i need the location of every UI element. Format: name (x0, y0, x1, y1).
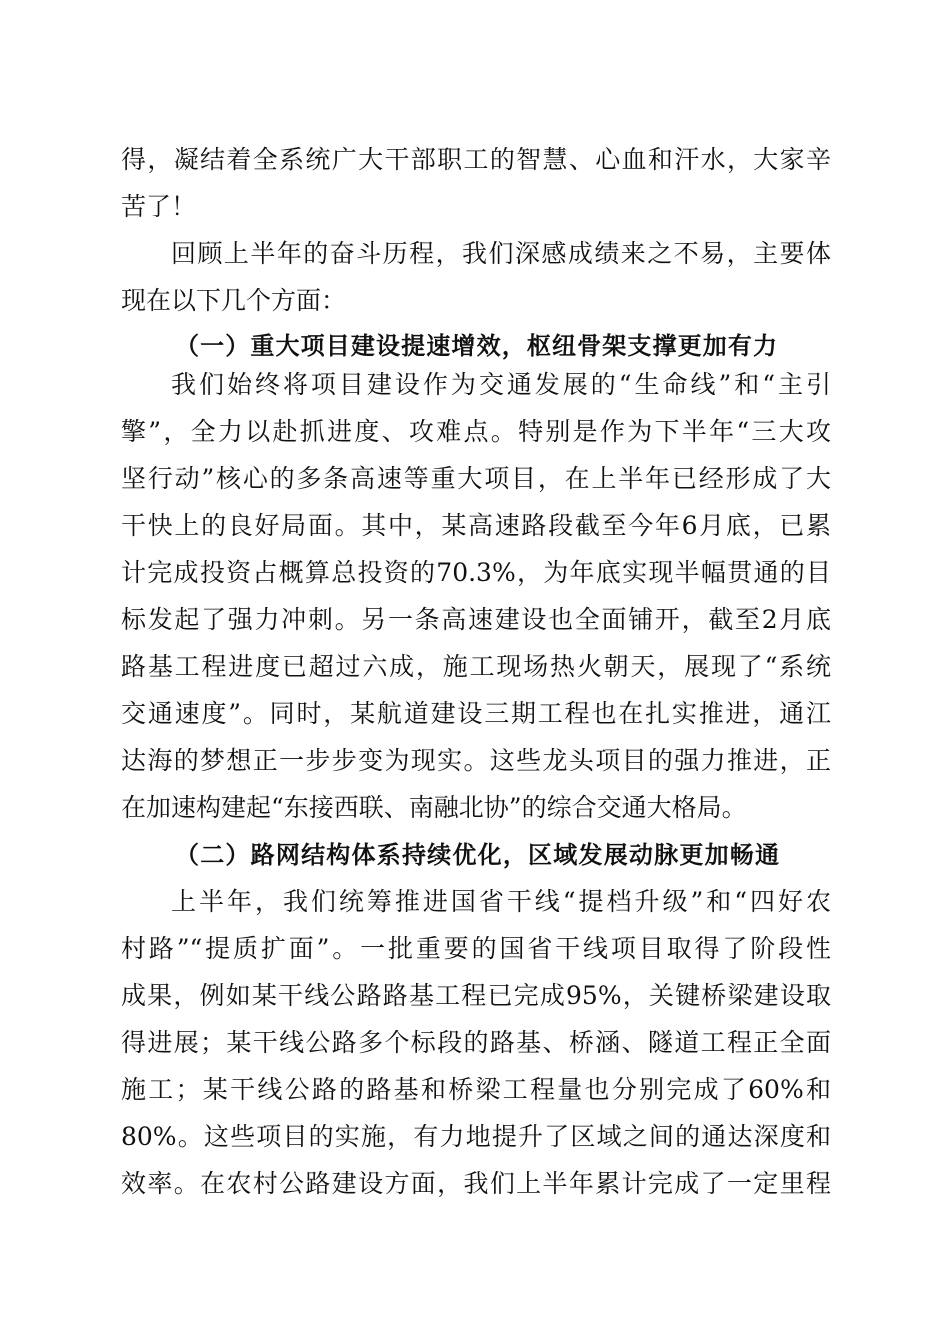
paragraph-first-line: 我们始终将项目建设作为交通发展的“生命线”和“主引 (171, 370, 831, 399)
body-text-line: 标发起了强力冲刺。另一条高速建设也全面铺开，截至2月底 (121, 605, 831, 634)
body-text-line: 达海的梦想正一步步变为现实。这些龙头项目的强力推进，正 (121, 746, 831, 775)
body-text-line: 路基工程进度已超过六成，施工现场热火朝天，展现了“系统 (121, 652, 831, 681)
body-text-line: 交通速度”。同时，某航道建设三期工程也在扎实推进，通江 (121, 699, 831, 728)
paragraph-first-line: 回顾上半年的奋斗历程，我们深感成绩来之不易，主要体 (171, 239, 831, 268)
body-text-line: 80%。这些项目的实施，有力地提升了区域之间的通达深度和 (121, 1122, 831, 1151)
body-text-line: 擎”，全力以赴抓进度、攻难点。特别是作为下半年“三大攻 (121, 417, 831, 446)
body-text-line: 施工；某干线公路的路基和桥梁工程量也分别完成了60%和 (121, 1075, 831, 1104)
body-text-line: 干快上的良好局面。其中，某高速路段截至今年6月底，已累 (121, 511, 831, 540)
body-text-line: 在加速构建起“东接西联、南融北协”的综合交通大格局。 (121, 793, 747, 822)
section-heading-1: （一）重大项目建设提速增效，枢纽骨架支撑更加有力 (175, 332, 777, 360)
body-text-line: 成果，例如某干线公路路基工程已完成95%，关键桥梁建设取 (121, 981, 831, 1010)
body-text-line: 现在以下几个方面： (121, 286, 347, 315)
body-text-line: 苦了！ (121, 192, 197, 221)
body-text-line: 得，凝结着全系统广大干部职工的智慧、心血和汗水，大家辛 (121, 145, 831, 174)
section-heading-2: （二）路网结构体系持续优化，区域发展动脉更加畅通 (175, 841, 779, 869)
body-text-line: 计完成投资占概算总投资的70.3%，为年底实现半幅贯通的目 (121, 558, 831, 587)
paragraph-first-line: 上半年，我们统筹推进国省干线“提档升级”和“四好农 (171, 887, 831, 916)
body-text-line: 坚行动”核心的多条高速等重大项目，在上半年已经形成了大 (121, 464, 831, 493)
body-text-line: 得进展；某干线公路多个标段的路基、桥涵、隧道工程正全面 (121, 1028, 831, 1057)
body-text-line: 效率。在农村公路建设方面，我们上半年累计完成了一定里程 (121, 1169, 831, 1198)
body-text-line: 村路”“提质扩面”。一批重要的国省干线项目取得了阶段性 (121, 934, 831, 963)
